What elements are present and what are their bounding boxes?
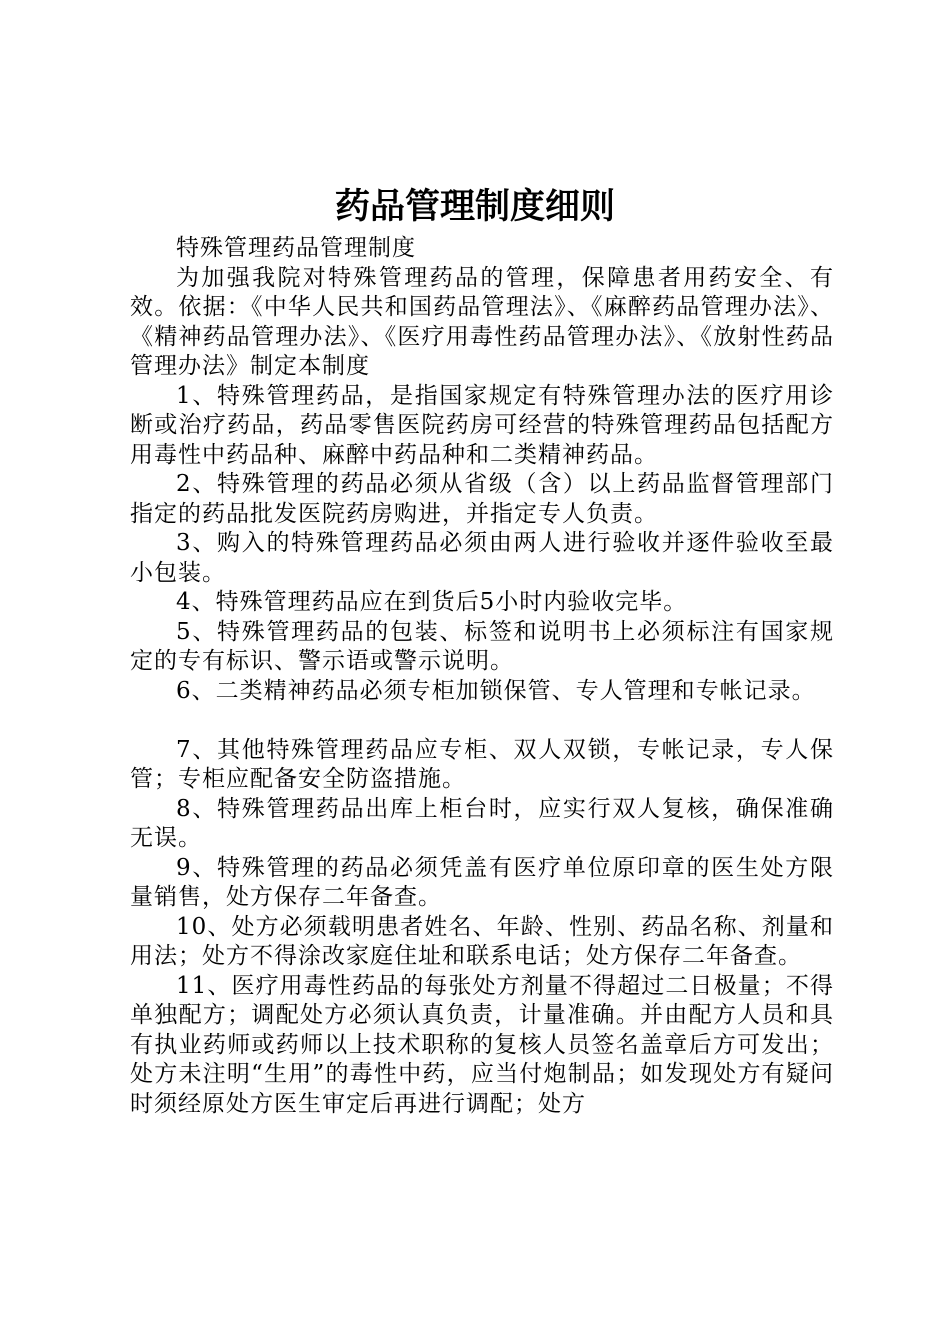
- document-body: [130, 234, 834, 1119]
- rule-paragraph-10: 10、处方必须载明患者姓名、年龄、性别、药品名称、剂量和用法；处方不得涂改家庭住址和联系电话；处方保存二年备查。: [130, 913, 834, 969]
- rule-paragraph-7: 7、其他特殊管理药品应专柜、双人双锁，专帐记录，专人保管；专柜应配备安全防盗措施。: [130, 736, 834, 792]
- rule-paragraph-3: 3、购入的特殊管理药品必须由两人进行验收并逐件验收至最小包装。: [130, 530, 834, 586]
- rule-paragraph-5: 5、特殊管理药品的包装、标签和说明书上必须标注有国家规定的专有标识、警示语或警示说明。: [130, 618, 834, 674]
- rule-paragraph-4: 4、特殊管理药品应在到货后5小时内验收完毕。: [176, 589, 688, 615]
- intro-paragraph: 为加强我院对特殊管理药品的管理，保障患者用药安全、有效。依据：《中华人民共和国药品管理法》、《麻醉药品管理办法》、《精神药品管理办法》、《医疗用毒性药品管理办法》、《放射性药品管理办法》制定本制度: [130, 264, 834, 379]
- rule-paragraph-2: 2、特殊管理的药品必须从省级（含）以上药品监督管理部门指定的药品批发医院药房购进，并指定专人负责。: [130, 471, 834, 527]
- rule-paragraph-8: 8、特殊管理药品出库上柜台时，应实行双人复核，确保准确无误。: [130, 795, 834, 851]
- section-heading: 特殊管理药品管理制度: [176, 235, 416, 261]
- document-title: 药品管理制度细则: [334, 187, 615, 227]
- rule-paragraph-1: 1、特殊管理药品，是指国家规定有特殊管理办法的医疗用诊断或治疗药品，药品零售医院药房可经营的特殊管理药品包括配方用毒性中药品种、麻醉中药品种和二类精神药品。: [130, 382, 834, 468]
- rule-paragraph-6: 6、二类精神药品必须专柜加锁保管、专人管理和专帐记录。: [176, 677, 816, 704]
- rule-paragraph-9: 9、特殊管理的药品必须凭盖有医疗单位原印章的医生处方限量销售，处方保存二年备查。: [130, 854, 834, 910]
- rule-paragraph-11: 11、医疗用毒性药品的每张处方剂量不得超过二日极量；不得单独配方；调配处方必须认真负责，计量准确。并由配方人员和具有执业药师或药师以上技术职称的复核人员签名盖章后方可发出；处方未注明“生用”的毒性中药，应当付炮制品；如发现处方有疑问时须经原处方医生审定后再进行调配；处方: [130, 972, 834, 1117]
